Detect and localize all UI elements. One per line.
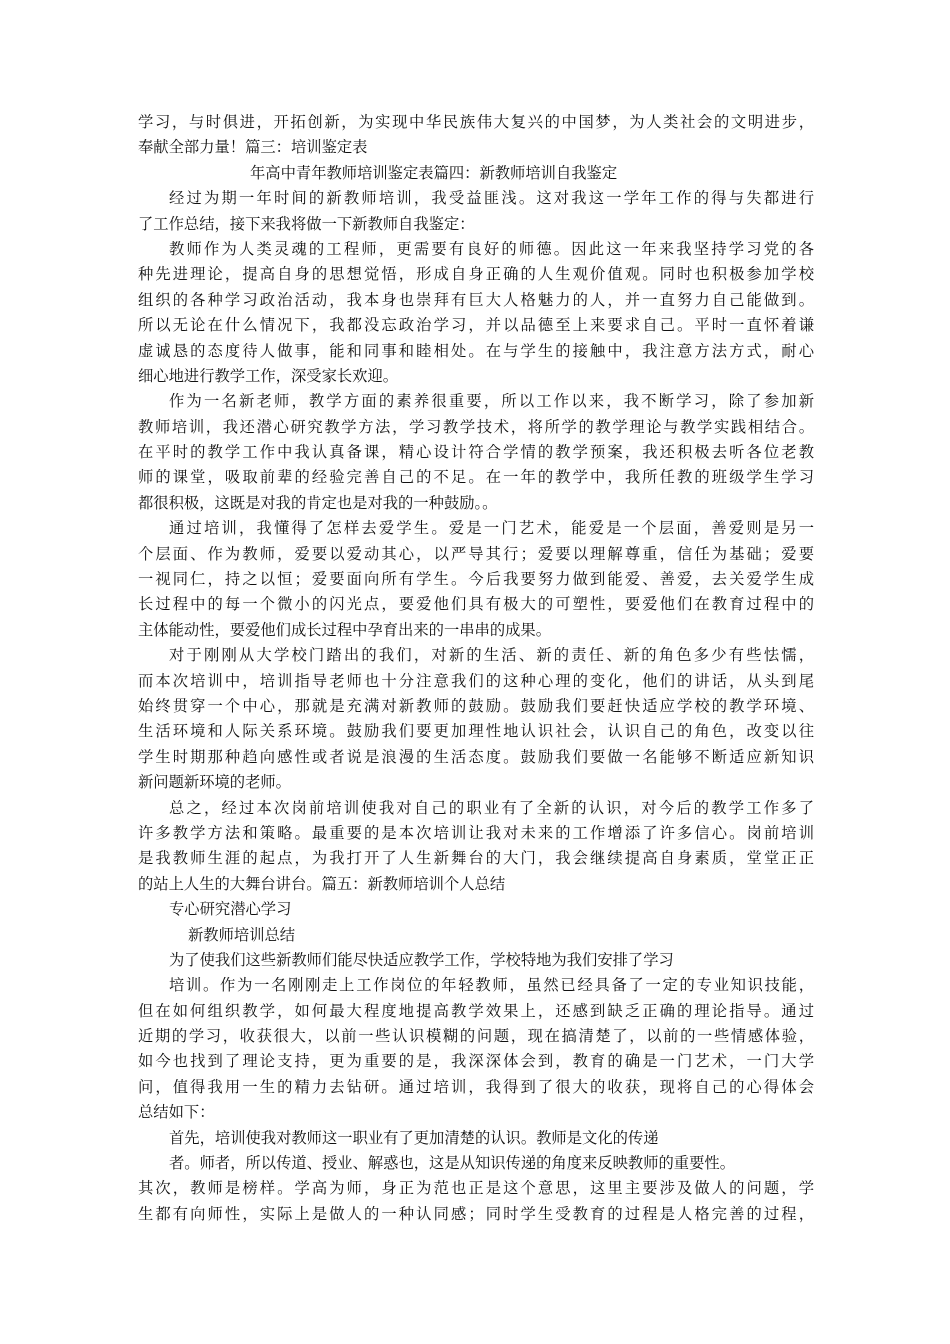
text-line: 首先，培训使我对教师这一职业有了更加清楚的认识。教师是文化的传递 (169, 1128, 659, 1147)
text-line: 总结如下： (138, 1103, 215, 1122)
text-line: 学生时期那种趋向感性或者说是浪漫的生活态度。鼓励我们要做一名能够不断适应新知识 (138, 747, 814, 766)
section-title: 年高中青年教师培训鉴定表篇四：新教师培训自我鉴定 (250, 163, 618, 182)
text-line: 对于刚刚从大学校门踏出的我们，对新的生活、新的责任、新的角色多少有些怯懦， (169, 646, 814, 665)
text-line: 虚诚恳的态度待人做事，能和同事和睦相处。在与学生的接触中，我注意方法方式，耐心 (138, 341, 814, 360)
text-line: 师的课堂，吸取前辈的经验完善自己的不足。在一年的教学中，我所任教的班级学生学习 (138, 468, 814, 487)
text-line: 在平时的教学工作中我认真备课，精心设计符合学情的教学预案，我还积极去听各位老教 (138, 443, 814, 462)
text-line: 培训。作为一名刚刚走上工作岗位的年轻教师，虽然已经具备了一定的专业知识技能， (169, 976, 814, 995)
text-line: 生活环境和人际关系环境。鼓励我们要更加理性地认识社会，认识自己的角色，改变以往 (138, 722, 814, 741)
text-line: 近期的学习，收获很大，以前一些认识模糊的问题，现在搞清楚了，以前的一些情感体验， (138, 1027, 814, 1046)
text-line: 而本次培训中，培训指导老师也十分注意我们的这种心理的变化，他们的讲话，从头到尾 (138, 671, 814, 690)
text-line: 经过为期一年时间的新教师培训，我受益匪浅。这对我这一学年工作的得与失都进行 (169, 189, 814, 208)
text-line: 专心研究潜心学习 (169, 900, 292, 919)
text-line: 新问题新环境的老师。 (138, 773, 291, 792)
text-line: 但在如何组织教学，如何最大程度地提高教学效果上，还感到缺乏正确的理论指导。通过 (138, 1001, 814, 1020)
text-line: 长过程中的每一个微小的闪光点，要爱他们具有极大的可塑性，要爱他们在教育过程中的 (138, 595, 814, 614)
text-line: 许多教学方法和策略。最重要的是本次培训让我对未来的工作增添了许多信心。岗前培训 (138, 823, 814, 842)
text-line: 个层面、作为教师，爱要以爱动其心，以严导其行；爱要以理解尊重，信任为基础；爱要 (138, 544, 814, 563)
text-line: 主体能动性，要爱他们成长过程中孕育出来的一串串的成果。 (138, 620, 552, 639)
document-body (138, 110, 814, 1227)
text-line: 问，值得我用一生的精力去钻研。通过培训，我得到了很大的收获，现将自己的心得体会 (138, 1077, 814, 1096)
text-line: 新教师培训总结 (188, 925, 296, 944)
text-line: 者。师者，所以传道、授业、解惑也，这是从知识传递的角度来反映教师的重要性。 (169, 1154, 735, 1173)
text-line: 学习，与时俱进，开拓创新，为实现中华民族伟大复兴的中国梦，为人类社会的文明进步， (138, 113, 814, 131)
text-line: 生都有向师性，实际上是做人的一种认同感；同时学生受教育的过程是人格完善的过程， (138, 1204, 814, 1223)
text-line: 其次，教师是榜样。学高为师，身正为范也正是这个意思，这里主要涉及做人的问题，学 (138, 1179, 814, 1198)
text-line: 一视同仁，持之以恒；爱要面向所有学生。今后我要努力做到能爱、善爱，去关爱学生成 (138, 570, 814, 589)
text-line: 是我教师生涯的起点，为我打开了人生新舞台的大门，我会继续提高自身素质，堂堂正正 (138, 849, 814, 868)
text-line: 的站上人生的大舞台讲台。篇五：新教师培训个人总结 (138, 874, 506, 893)
text-line: 始终贯穿一个中心，那就是充满对新教师的鼓励。鼓励我们要赶快适应学校的教学环境、 (138, 696, 814, 715)
text-line: 组织的各种学习政治活动，我本身也崇拜有巨大人格魅力的人，并一直努力自己能做到。 (138, 290, 814, 309)
text-line: 为了使我们这些新教师们能尽快适应教学工作，学校特地为我们安排了学习 (169, 950, 674, 969)
text-line: 作为一名新老师，教学方面的素养很重要，所以工作以来，我不断学习，除了参加新 (169, 392, 814, 411)
text-line: 种先进理论，提高自身的思想觉悟，形成自身正确的人生观价值观。同时也积极参加学校 (138, 265, 814, 284)
text-line: 了工作总结，接下来我将做一下新教师自我鉴定： (138, 214, 475, 233)
text-line: 奉献全部力量！篇三：培训鉴定表 (138, 138, 368, 157)
text-line: 细心地进行教学工作，深受家长欢迎。 (138, 366, 399, 385)
text-line: 如今也找到了理论支持，更为重要的是，我深深体会到，教育的确是一门艺术，一门大学 (138, 1052, 814, 1071)
text-line: 都很积极，这既是对我的肯定也是对我的一种鼓励。。 (138, 493, 498, 512)
text-line: 通过培训，我懂得了怎样去爱学生。爱是一门艺术，能爱是一个层面，善爱则是另一 (169, 519, 814, 538)
text-line: 教师培训，我还潜心研究教学方法，学习教学技术，将所学的教学理论与教学实践相结合。 (138, 417, 814, 436)
text-line: 总之，经过本次岗前培训使我对自己的职业有了全新的认识，对今后的教学工作多了 (169, 798, 814, 817)
text-line: 所以无论在什么情况下，我都没忘政治学习，并以品德至上来要求自己。平时一直怀着谦 (138, 316, 814, 335)
text-line: 教师作为人类灵魂的工程师，更需要有良好的师德。因此这一年来我坚持学习党的各 (169, 239, 814, 258)
